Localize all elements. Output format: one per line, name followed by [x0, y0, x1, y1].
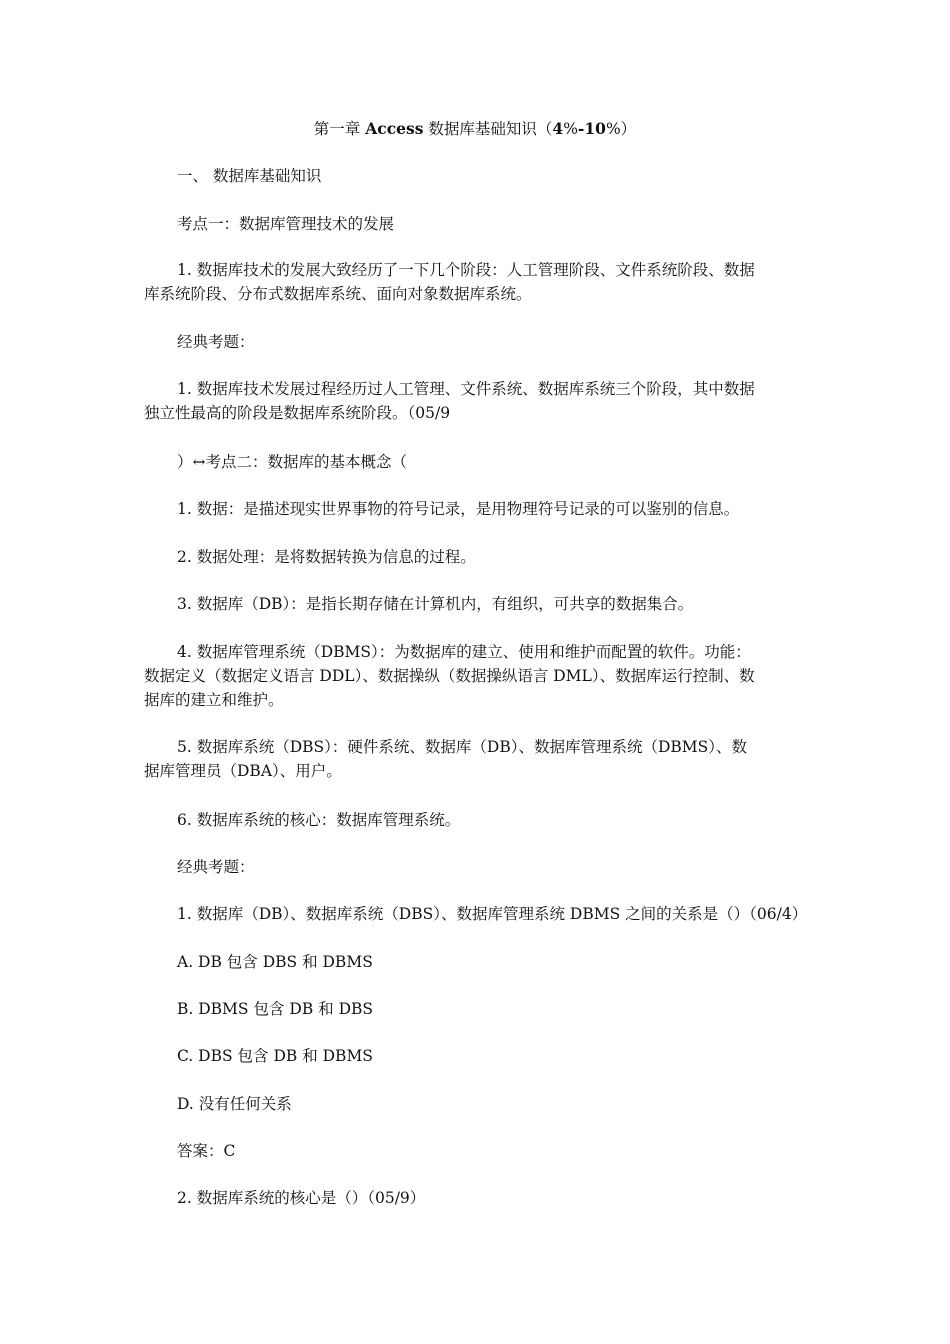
title-percent-low: 4 [552, 119, 564, 138]
paragraph-answer [144, 1139, 812, 1163]
paragraph-line: 考点一：数据库管理技术的发展 [177, 215, 395, 233]
paragraph-line: 1. 数据库技术的发展大致经历了一下几个阶段：人工管理阶段、文件系统阶段、数据 [177, 261, 755, 279]
paragraph-kaodian1 [144, 212, 812, 236]
paragraph-line: 答案：C [177, 1142, 236, 1160]
paragraph-section1 [144, 164, 812, 188]
paragraph-line: 数据定义（数据定义语言 DDL）、数据操纵（数据操纵语言 DML）、数据库运行控制、数 [144, 667, 755, 685]
paragraph-optB [144, 997, 812, 1021]
paragraph-line: 1. 数据：是描述现实世界事物的符号记录，是用物理符号记录的可以鉴别的信息。 [177, 500, 740, 518]
paragraph-line: 经典考题： [177, 858, 255, 876]
paragraph-p1 [144, 258, 812, 306]
paragraph-c2 [144, 545, 812, 569]
paragraph-line: 据库的建立和维护。 [144, 691, 284, 709]
title-percent-sign-2: % [605, 120, 621, 138]
title-percent-high: -10 [577, 119, 606, 138]
paragraph-c5 [144, 735, 812, 783]
paragraph-optC [144, 1044, 812, 1068]
paragraph-line: 3. 数据库（DB）：是指长期存储在计算机内，有组织，可共享的数据集合。 [177, 595, 694, 613]
paragraph-line: 据库管理员（DBA）、用户。 [144, 762, 342, 780]
paragraph-jingdian1 [144, 330, 812, 354]
title-suffix: ） [620, 120, 637, 138]
paragraph-optD [144, 1092, 812, 1116]
paragraph-line: 库系统阶段、分布式数据库系统、面向对象数据库系统。 [144, 285, 532, 303]
paragraph-line: 1. 数据库技术发展过程经历过人工管理、文件系统、数据库系统三个阶段，其中数据 [177, 380, 755, 398]
paragraph-line: 2. 数据库系统的核心是（）（05/9） [177, 1189, 426, 1207]
paragraph-kaodian2 [144, 450, 812, 474]
paragraph-line: 一、 数据库基础知识 [177, 167, 322, 185]
paragraph-optA [144, 950, 812, 974]
paragraph-line: C. DBS 包含 DB 和 DBMS [177, 1047, 373, 1065]
title-middle: 数据库基础知识（ [423, 120, 553, 138]
paragraph-line: B. DBMS 包含 DB 和 DBS [177, 1000, 374, 1018]
paragraph-line: ）↔考点二：数据库的基本概念（ [177, 453, 407, 471]
paragraph-q3 [144, 1186, 812, 1210]
paragraph-c4 [144, 640, 812, 712]
title-prefix: 第一章 [313, 120, 366, 138]
paragraph-line: 独立性最高的阶段是数据库系统阶段。（05/9 [144, 404, 451, 422]
paragraph-line: 2. 数据处理：是将数据转换为信息的过程。 [177, 548, 476, 566]
title-percent-sign-1: % [563, 120, 578, 138]
paragraph-line: 6. 数据库系统的核心：数据库管理系统。 [177, 811, 461, 829]
paragraph-c1 [144, 497, 812, 521]
paragraph-c3 [144, 592, 812, 616]
paragraph-line: 1. 数据库（DB）、数据库系统（DBS）、数据库管理系统 DBMS 之间的关系是（）（06/4） [177, 905, 808, 923]
chapter-title [0, 118, 950, 140]
paragraph-line: 经典考题： [177, 333, 255, 351]
paragraph-c6 [144, 808, 812, 832]
paragraph-line: A. DB 包含 DBS 和 DBMS [177, 953, 373, 971]
paragraph-line: 4. 数据库管理系统（DBMS）：为数据库的建立、使用和维护而配置的软件。功能： [177, 643, 751, 661]
paragraph-q2 [144, 902, 812, 926]
title-access: Access [365, 119, 424, 138]
paragraph-line: 5. 数据库系统（DBS）：硬件系统、数据库（DB）、数据库管理系统（DBMS）、数 [177, 738, 748, 756]
paragraph-q1 [144, 377, 812, 425]
paragraph-jingdian2 [144, 855, 812, 879]
paragraph-line: D. 没有任何关系 [177, 1095, 292, 1113]
